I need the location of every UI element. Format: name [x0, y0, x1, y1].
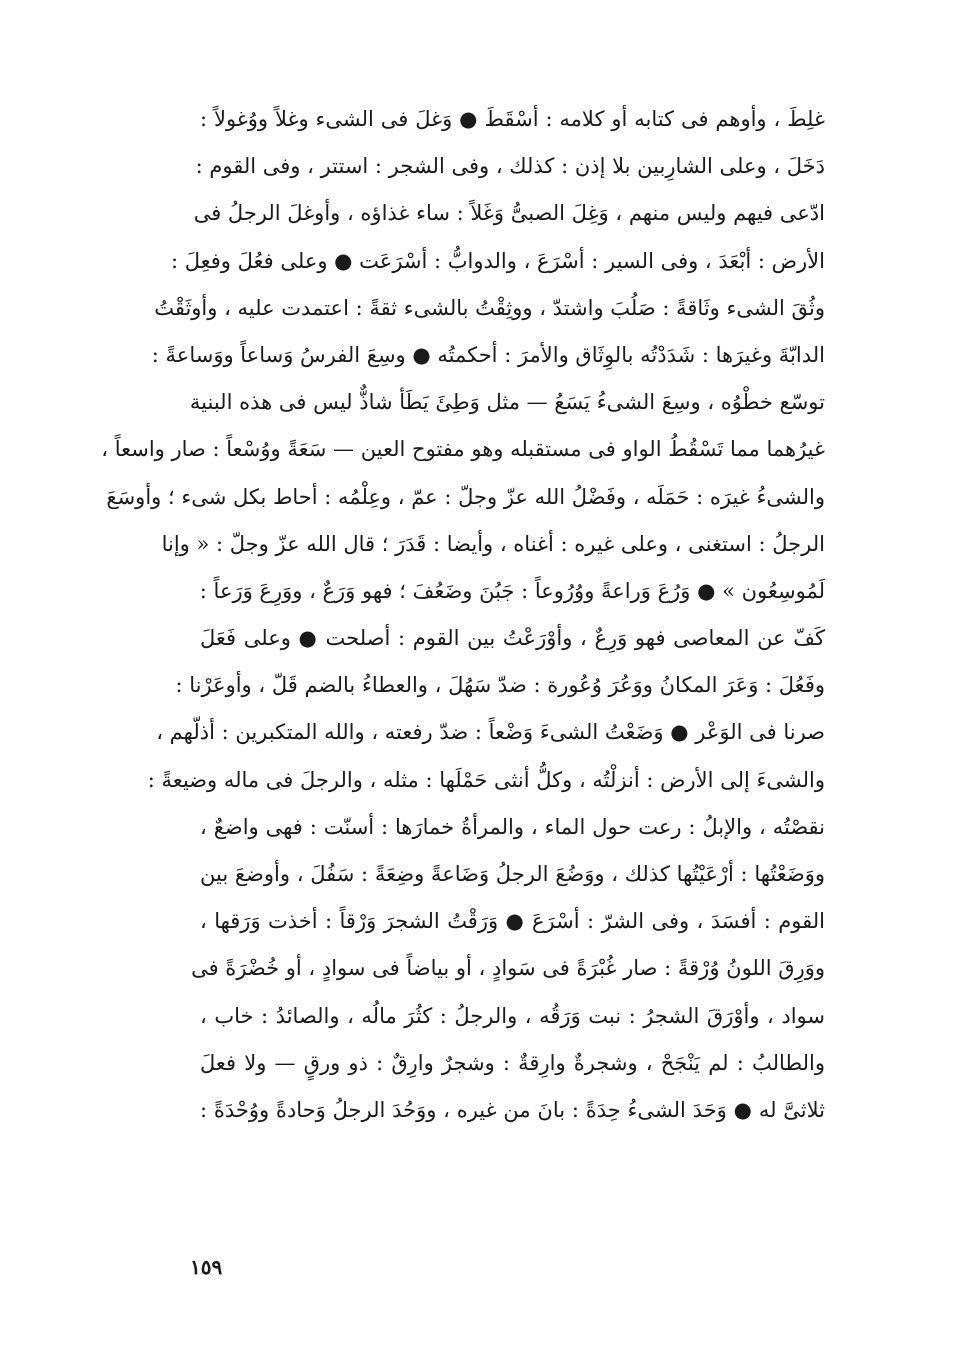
text-line: غيرُهما مما تَسْقُطُ الواو فى مستقبله وهو مفتوح العين — سَعَةً ووُسْعاً : صار واسعاً ، — [101, 437, 825, 462]
text-line: الأرض : أبْعَدَ ، وفى السير : أسْرَعَ ، والدوابُّ : أسْرَعَت ● وعلى فعُلَ وفعِلَ : — [170, 248, 825, 273]
body-text — [101, 96, 825, 1134]
text-line: وثُقَ الشىء وثَاقةً : صَلُبَ واشتدّ ، ووثِقْتُ بالشىء ثقةً : اعتمدت عليه ، وأوثَقْتُ — [154, 295, 825, 320]
text-line: ثلاثىَّ له ● وَحَدَ الشىءُ حِدَةً : بانَ من غيره ، ووَحُدَ الرجلُ وَحادةً ووُحْدَةً : — [200, 1097, 825, 1122]
text-line: والشىءُ غيرَه : حَمَلَه ، وفَضْلُ الله عزّ وجلّ : عمّ ، وعِلْمُه : أحاط بكل شىء ؛ وأوسَعَ — [106, 484, 825, 509]
text-line: ووَضَعْتُها : أرْعَيْتُها كذلك ، ووَضُعَ الرجلُ وَضَاعةً وضِعَةً : سَفُلَ ، وأوضعَ بين — [200, 862, 825, 886]
text-line: لَمُوسِعُون » ● وَرُعَ وَراعةً ووُرُوعاً : جَبُنَ وضَعُفَ ؛ فهو وَرَعٌ ، ووَرِعَ وَرَعاً : — [199, 578, 825, 603]
text-line: سواد ، وأوْرَقَ الشجرُ : نبت وَرَقُه ، والرجلُ : كثُرَ مالُه ، والصائدُ : خاب ، — [200, 1003, 825, 1028]
text-line: صرنا فى الوَعْر ● وَضَعْتُ الشىءَ وَضْعاً : ضدّ رفعته ، والله المتكبرين : أذلّهم ، — [156, 720, 825, 745]
text-line: والطالبُ : لم يَنْجَحْ ، وشجرةٌ وارِقةٌ : وشجرٌ وارِقٌ : ذو ورقٍ — ولا فعلَ — [200, 1050, 825, 1075]
text-line: الدابّةَ وغيرَها : شَدَدْتُه بالوِثَاق والأمرَ : أحكمتُه ● وسِعَ الفرسُ وَساعاً ووَساعةً : — [151, 342, 825, 367]
text-line: توسّع خطْوُه ، وسِعَ الشىءُ يَسَعُ — مثل وَطِئَ يَطَأ شاذٌّ ليس فى هذه البنية — [189, 390, 825, 415]
text-line: الرجلُ : استغنى ، وعلى غيره : أغناه ، وأيضا : قَدَرَ ؛ قال الله عزّ وجلّ : « وإنا — [161, 531, 825, 556]
text-line: دَخَلَ ، وعلى الشارِبين بلا إذن : كذلك ، وفى الشجر : استتر ، وفى القوم : — [195, 154, 825, 179]
text-line: كَفّ عن المعاصى فهو وَرِعٌ ، وأوْرَعْتُ بين القوم : أصلحت ● وعلى فَعَلَ — [200, 626, 825, 651]
text-line: غلِطَ ، وأوهم فى كتابه أو كلامه : أسْقَطَ ● وَغلَ فى الشىء وغلاً ووُغولاً : — [200, 107, 825, 131]
text-line: وفَعُلَ : وَعَرَ المكانُ ووَعُرَ وُعُورة : ضدّ سَهُلَ ، والعطاءُ بالضم قَلّ ، وأوعَرْنا : — [175, 673, 825, 698]
text-line: نقصْتُه ، والإبلُ : رعت حول الماء ، والمرأةُ خمارَها : أسنّت : فهى واضعٌ ، — [200, 814, 825, 839]
page-number: ١٥٩ — [190, 1255, 223, 1279]
text-line: والشىءَ إلى الأرض : أنزلْتُه ، وكلُّ أنثى حَمْلَها : مثله ، والرجلَ فى ماله وضيعةً : — [147, 767, 825, 792]
text-line: القوم : أفسَدَ ، وفى الشرّ : أسْرَعَ ● وَرَقْتُ الشجرَ وَرْقاً : أخذت وَرَقها ، — [200, 909, 825, 934]
text-line: ادّعى فيهم وليس منهم ، وَغِلَ الصبىُّ وَغَلاً : ساء غذاؤه ، وأوغلَ الرجلُ فى — [193, 201, 825, 226]
text-line: ووَرِقَ اللونُ وُرْقةً : صار غُبْرَةً فى سَوادٍ ، أو بياضاً فى سوادٍ ، أو خُضْرَةً فى — [191, 956, 825, 981]
